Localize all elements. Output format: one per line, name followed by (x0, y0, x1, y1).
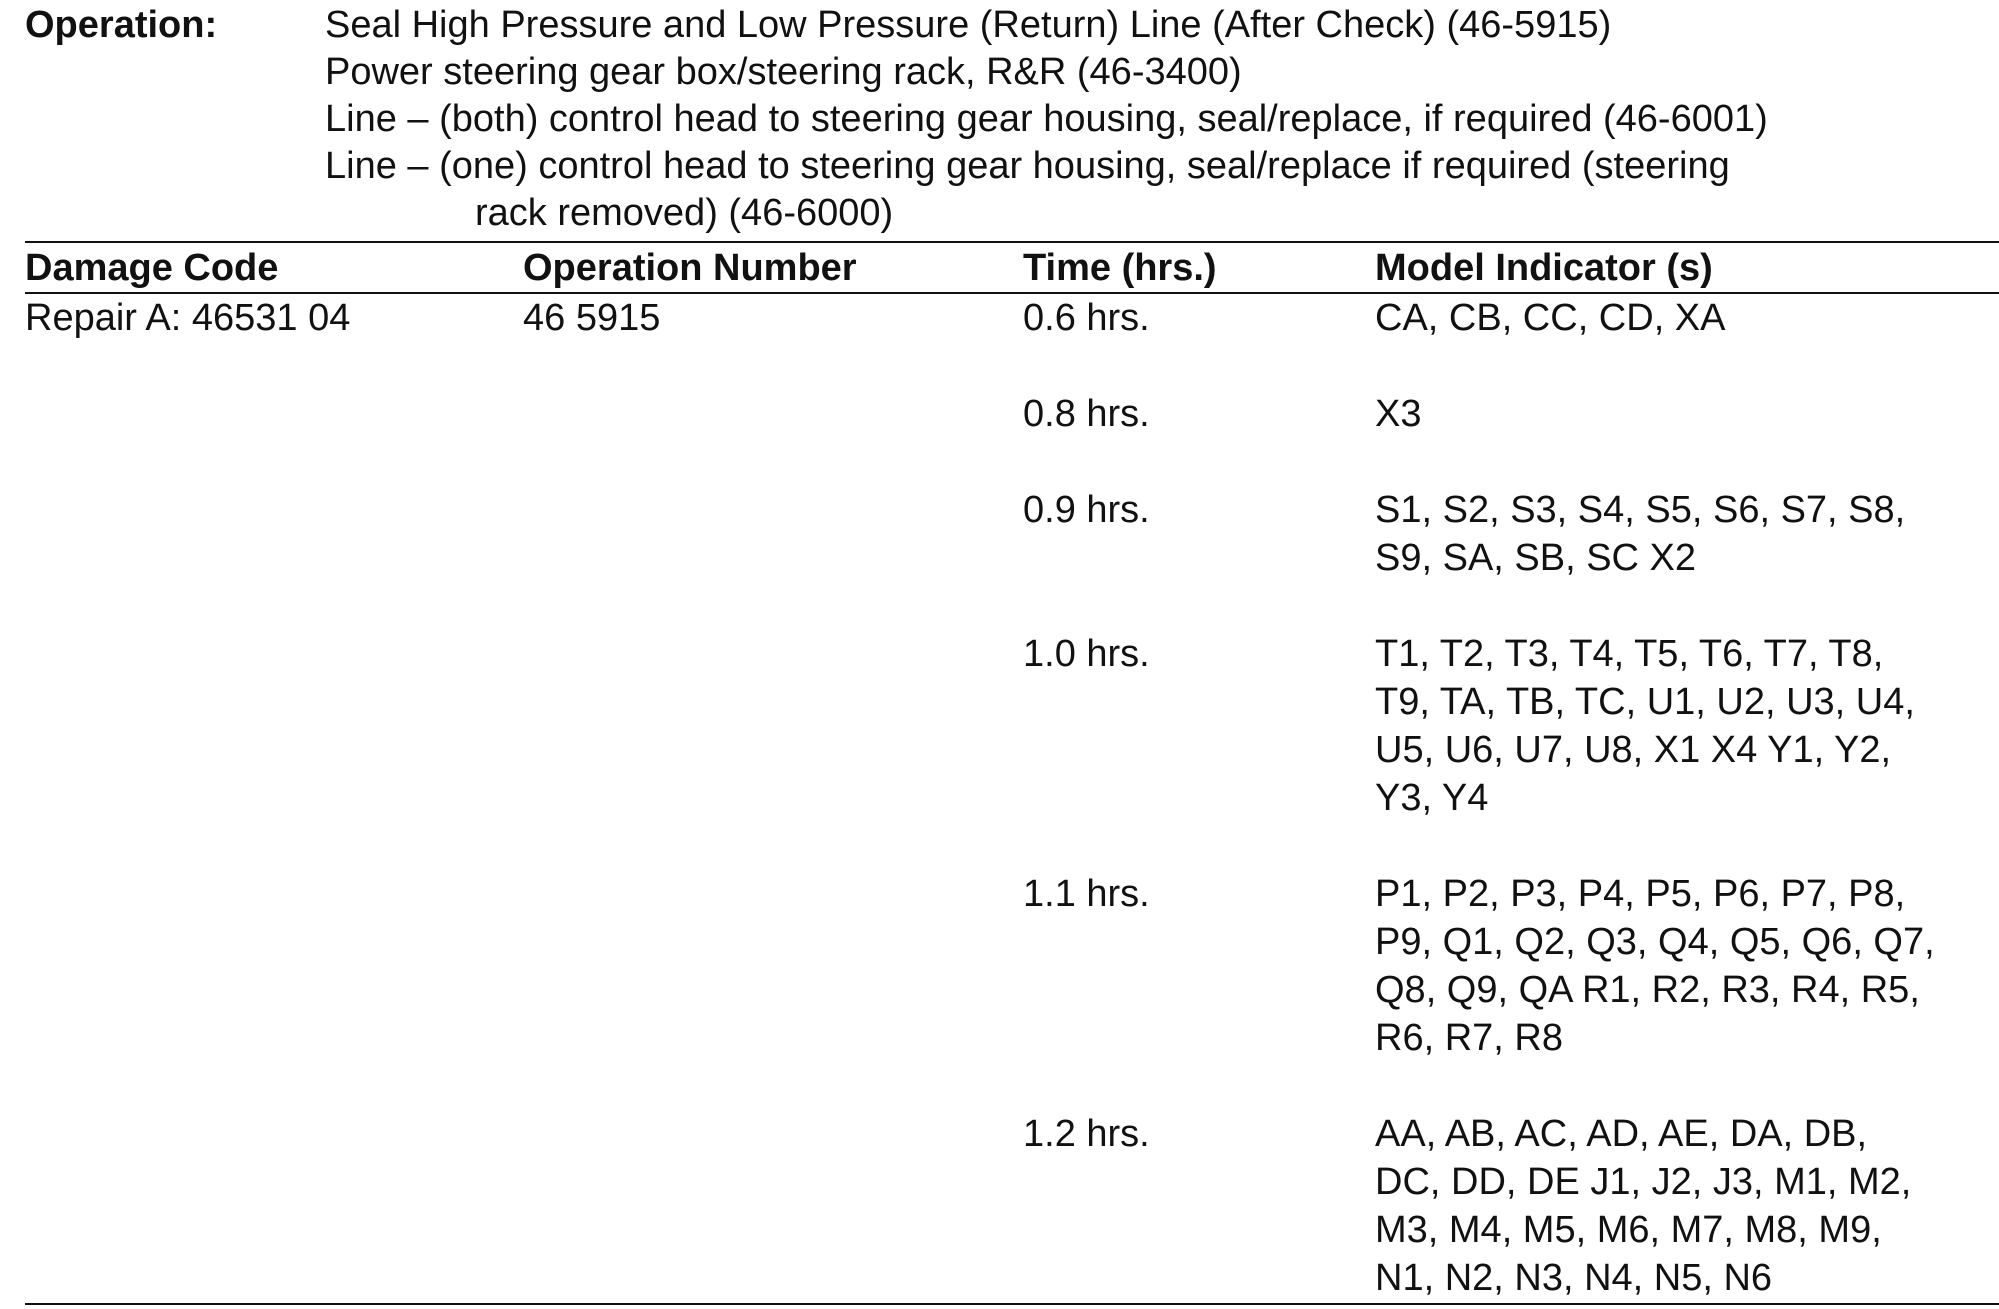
model-indicator-list (1375, 871, 1985, 1063)
model-indicator-line: M3, M4, M5, M6, M7, M8, M9, (1375, 1209, 1882, 1251)
operation-line: Seal High Pressure and Low Pressure (Return) Line (After Check) (46-5915) (325, 4, 1612, 46)
model-indicator-line: T1, T2, T3, T4, T5, T6, T7, T8, (1375, 633, 1884, 675)
operation-number-value: 46 5915 (523, 297, 661, 339)
model-indicator-line: U5, U6, U7, U8, X1 X4 Y1, Y2, (1375, 729, 1892, 771)
model-indicator-line: AA, AB, AC, AD, AE, DA, DB, (1375, 1113, 1868, 1155)
model-indicator-list (1375, 1111, 1985, 1303)
operation-line: Line – (one) control head to steering gear housing, seal/replace if required (steering (325, 145, 1730, 187)
operation-line: Line – (both) control head to steering gear housing, seal/replace, if required (46-6001) (325, 98, 1768, 140)
model-indicator-line: P1, P2, P3, P4, P5, P6, P7, P8, (1375, 873, 1906, 915)
operation-label: Operation: (25, 4, 218, 46)
header-rule (25, 292, 1999, 294)
model-indicator-line: S9, SA, SB, SC X2 (1375, 537, 1697, 579)
model-indicator-line: Y3, Y4 (1375, 777, 1489, 819)
model-indicator-line: R6, R7, R8 (1375, 1017, 1563, 1059)
model-indicator-line: X3 (1375, 393, 1422, 435)
model-indicator-line: T9, TA, TB, TC, U1, U2, U3, U4, (1375, 681, 1915, 723)
model-indicator-line: P9, Q1, Q2, Q3, Q4, Q5, Q6, Q7, (1375, 921, 1935, 963)
model-indicator-line: S1, S2, S3, S4, S5, S6, S7, S8, (1375, 489, 1906, 531)
time-value: 0.9 hrs. (1023, 489, 1150, 531)
model-indicator-list (1375, 391, 1985, 439)
damage-code-value: Repair A: 46531 04 (25, 297, 351, 339)
model-indicator-list (1375, 295, 1985, 343)
table-top-rule (25, 241, 1999, 243)
header-operation-number: Operation Number (523, 247, 857, 289)
time-value: 1.2 hrs. (1023, 1113, 1150, 1155)
operation-line: Power steering gear box/steering rack, R&R (46-3400) (325, 51, 1242, 93)
time-value: 1.0 hrs. (1023, 633, 1150, 675)
header-damage-code: Damage Code (25, 247, 279, 289)
model-indicator-line: N1, N2, N3, N4, N5, N6 (1375, 1257, 1773, 1299)
model-indicator-list (1375, 487, 1985, 583)
time-value: 0.6 hrs. (1023, 297, 1150, 339)
table-bottom-rule (25, 1303, 1999, 1305)
model-indicator-line: Q8, Q9, QA R1, R2, R3, R4, R5, (1375, 969, 1920, 1011)
header-model-indicator: Model Indicator (s) (1375, 247, 1713, 289)
time-value: 0.8 hrs. (1023, 393, 1150, 435)
operation-line-continuation: rack removed) (46-6000) (475, 192, 894, 234)
model-indicator-list (1375, 631, 1985, 823)
model-indicator-line: DC, DD, DE J1, J2, J3, M1, M2, (1375, 1161, 1912, 1203)
header-time: Time (hrs.) (1023, 247, 1217, 289)
operation-description (325, 2, 1985, 237)
model-indicator-line: CA, CB, CC, CD, XA (1375, 297, 1726, 339)
time-value: 1.1 hrs. (1023, 873, 1150, 915)
